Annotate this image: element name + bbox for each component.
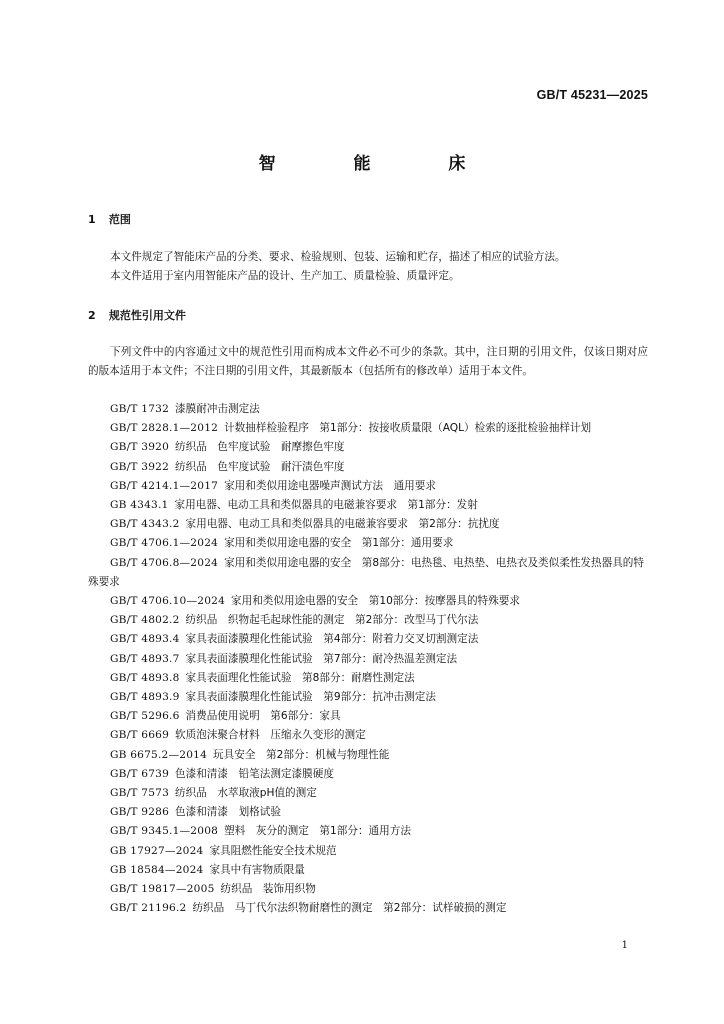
reference-list <box>88 400 648 918</box>
reference-item <box>88 534 648 553</box>
reference-item <box>88 688 648 707</box>
reference-item <box>88 496 648 515</box>
references-intro-paragraph: 下列文件中的内容通过文中的规范性引用而构成本文件必不可少的条款。其中，注日期的引用文件，仅该日期对应的版本适用于本文件；不注日期的引用文件，其最新版本（包括所有的修改单）适用于本文件。 <box>88 346 648 377</box>
reference-code: GB/T 5296.6 <box>110 710 180 723</box>
reference-title: 家用电器、电动工具和类似器具的电磁兼容要求 第2部分：抗扰度 <box>185 518 500 531</box>
reference-code: GB/T 21196.2 <box>110 902 187 915</box>
reference-code: GB/T 4893.4 <box>110 633 180 646</box>
reference-title: 纺织品 织物起毛起球性能的测定 第2部分：改型马丁代尔法 <box>185 614 479 627</box>
reference-title: 家用和类似用途电器噪声测试方法 通用要求 <box>224 479 436 492</box>
reference-item <box>88 861 648 880</box>
reference-title: 玩具安全 第2部分：机械与物理性能 <box>213 748 390 761</box>
reference-code: GB/T 4802.2 <box>110 614 180 627</box>
reference-code: GB/T 4706.1—2024 <box>110 537 219 550</box>
reference-code: GB 4343.1 <box>110 499 169 512</box>
reference-item <box>88 458 648 477</box>
reference-code: GB/T 3920 <box>110 441 170 454</box>
section-heading-normative-references <box>88 307 186 323</box>
reference-title: 纺织品 色牢度试验 耐汗渍色牢度 <box>175 460 345 473</box>
reference-item <box>88 746 648 765</box>
reference-title: 家用和类似用途电器的安全 第1部分：通用要求 <box>224 537 454 550</box>
reference-item <box>88 899 648 918</box>
reference-item <box>88 400 648 419</box>
reference-title: 消费品使用说明 第6部分：家具 <box>185 710 341 723</box>
reference-code: GB/T 6669 <box>110 729 170 742</box>
reference-title: 计数抽样检验程序 第1部分：按接收质量限（AQL）检索的逐批检验抽样计划 <box>224 422 592 435</box>
reference-title: 软质泡沫聚合材料 压缩永久变形的测定 <box>175 729 366 742</box>
reference-code: GB/T 4706.8—2024 <box>110 556 219 569</box>
reference-title: 家具阻燃性能安全技术规范 <box>209 844 337 857</box>
reference-code: GB/T 4893.7 <box>110 652 180 665</box>
reference-item <box>88 477 648 496</box>
reference-item <box>88 726 648 745</box>
reference-code: GB/T 7573 <box>110 787 170 800</box>
reference-code: GB/T 1732 <box>110 403 170 415</box>
reference-code: GB/T 2828.1—2012 <box>110 422 219 435</box>
reference-title: 家用和类似用途电器的安全 第8部分：电热毯、电热垫、电热衣及类似柔性发热器具的特殊要求 <box>88 556 644 588</box>
reference-code: GB 17927—2024 <box>110 844 204 857</box>
reference-code: GB/T 4706.10—2024 <box>110 595 226 608</box>
page-number: 1 <box>621 940 628 951</box>
section-title: 范围 <box>108 213 131 226</box>
reference-title: 家用和类似用途电器的安全 第10部分：按摩器具的特殊要求 <box>231 595 520 608</box>
reference-title: 家具表面漆膜理化性能试验 第7部分：耐冷热温差测定法 <box>185 652 458 665</box>
reference-title: 漆膜耐冲击测定法 <box>175 403 260 415</box>
reference-item <box>88 822 648 841</box>
reference-item <box>88 765 648 784</box>
reference-title: 家具中有害物质限量 <box>209 863 305 876</box>
reference-item <box>88 419 648 438</box>
scope-paragraph-2: 本文件适用于室内用智能床产品的设计、生产加工、质量检验、质量评定。 <box>110 270 460 282</box>
reference-title: 塑料 灰分的测定 第1部分：通用方法 <box>224 825 411 838</box>
reference-code: GB/T 4214.1—2017 <box>110 479 219 492</box>
reference-item <box>88 554 648 592</box>
document-title: 智 能 床 <box>258 154 502 174</box>
reference-code: GB/T 4893.9 <box>110 691 180 704</box>
reference-title: 色漆和清漆 划格试验 <box>175 806 281 819</box>
reference-item <box>88 592 648 611</box>
reference-title: 家具表面理化性能试验 第8部分：耐磨性测定法 <box>185 671 415 684</box>
reference-title: 纺织品 马丁代尔法织物耐磨性的测定 第2部分：试样破损的测定 <box>192 902 507 915</box>
reference-item <box>88 784 648 803</box>
reference-code: GB/T 9286 <box>110 806 170 819</box>
reference-item <box>88 669 648 688</box>
reference-item <box>88 880 648 899</box>
scope-paragraph-1: 本文件规定了智能床产品的分类、要求、检验规则、包装、运输和贮存，描述了相应的试验方法。 <box>110 251 566 263</box>
reference-item <box>88 842 648 861</box>
reference-title: 纺织品 装饰用织物 <box>220 883 316 896</box>
reference-code: GB/T 19817—2005 <box>110 883 215 896</box>
reference-title: 色漆和清漆 铅笔法测定漆膜硬度 <box>175 767 334 780</box>
section-heading-scope <box>88 211 131 227</box>
section-number: 2 <box>88 309 96 322</box>
section-title: 规范性引用文件 <box>108 309 186 322</box>
reference-code: GB/T 4343.2 <box>110 518 180 531</box>
reference-item <box>88 650 648 669</box>
reference-title: 家具表面漆膜理化性能试验 第4部分：附着力交叉切割测定法 <box>185 633 479 646</box>
reference-title: 家具表面漆膜理化性能试验 第9部分：抗冲击测定法 <box>185 691 436 704</box>
reference-code: GB/T 9345.1—2008 <box>110 825 219 838</box>
standard-code: GB/T 45231—2025 <box>536 88 648 102</box>
reference-item <box>88 438 648 457</box>
reference-item <box>88 630 648 649</box>
reference-title: 纺织品 水萃取液pH值的测定 <box>175 787 317 800</box>
reference-code: GB/T 3922 <box>110 460 170 473</box>
reference-code: GB/T 6739 <box>110 767 170 780</box>
reference-title: 纺织品 色牢度试验 耐摩擦色牢度 <box>175 441 345 454</box>
reference-code: GB/T 4893.8 <box>110 671 180 684</box>
reference-item <box>88 515 648 534</box>
reference-title: 家用电器、电动工具和类似器具的电磁兼容要求 第1部分：发射 <box>174 499 478 512</box>
reference-code: GB 6675.2—2014 <box>110 748 208 761</box>
section-number: 1 <box>88 213 96 226</box>
reference-item <box>88 803 648 822</box>
reference-item <box>88 707 648 726</box>
reference-item <box>88 611 648 630</box>
reference-code: GB 18584—2024 <box>110 863 204 876</box>
